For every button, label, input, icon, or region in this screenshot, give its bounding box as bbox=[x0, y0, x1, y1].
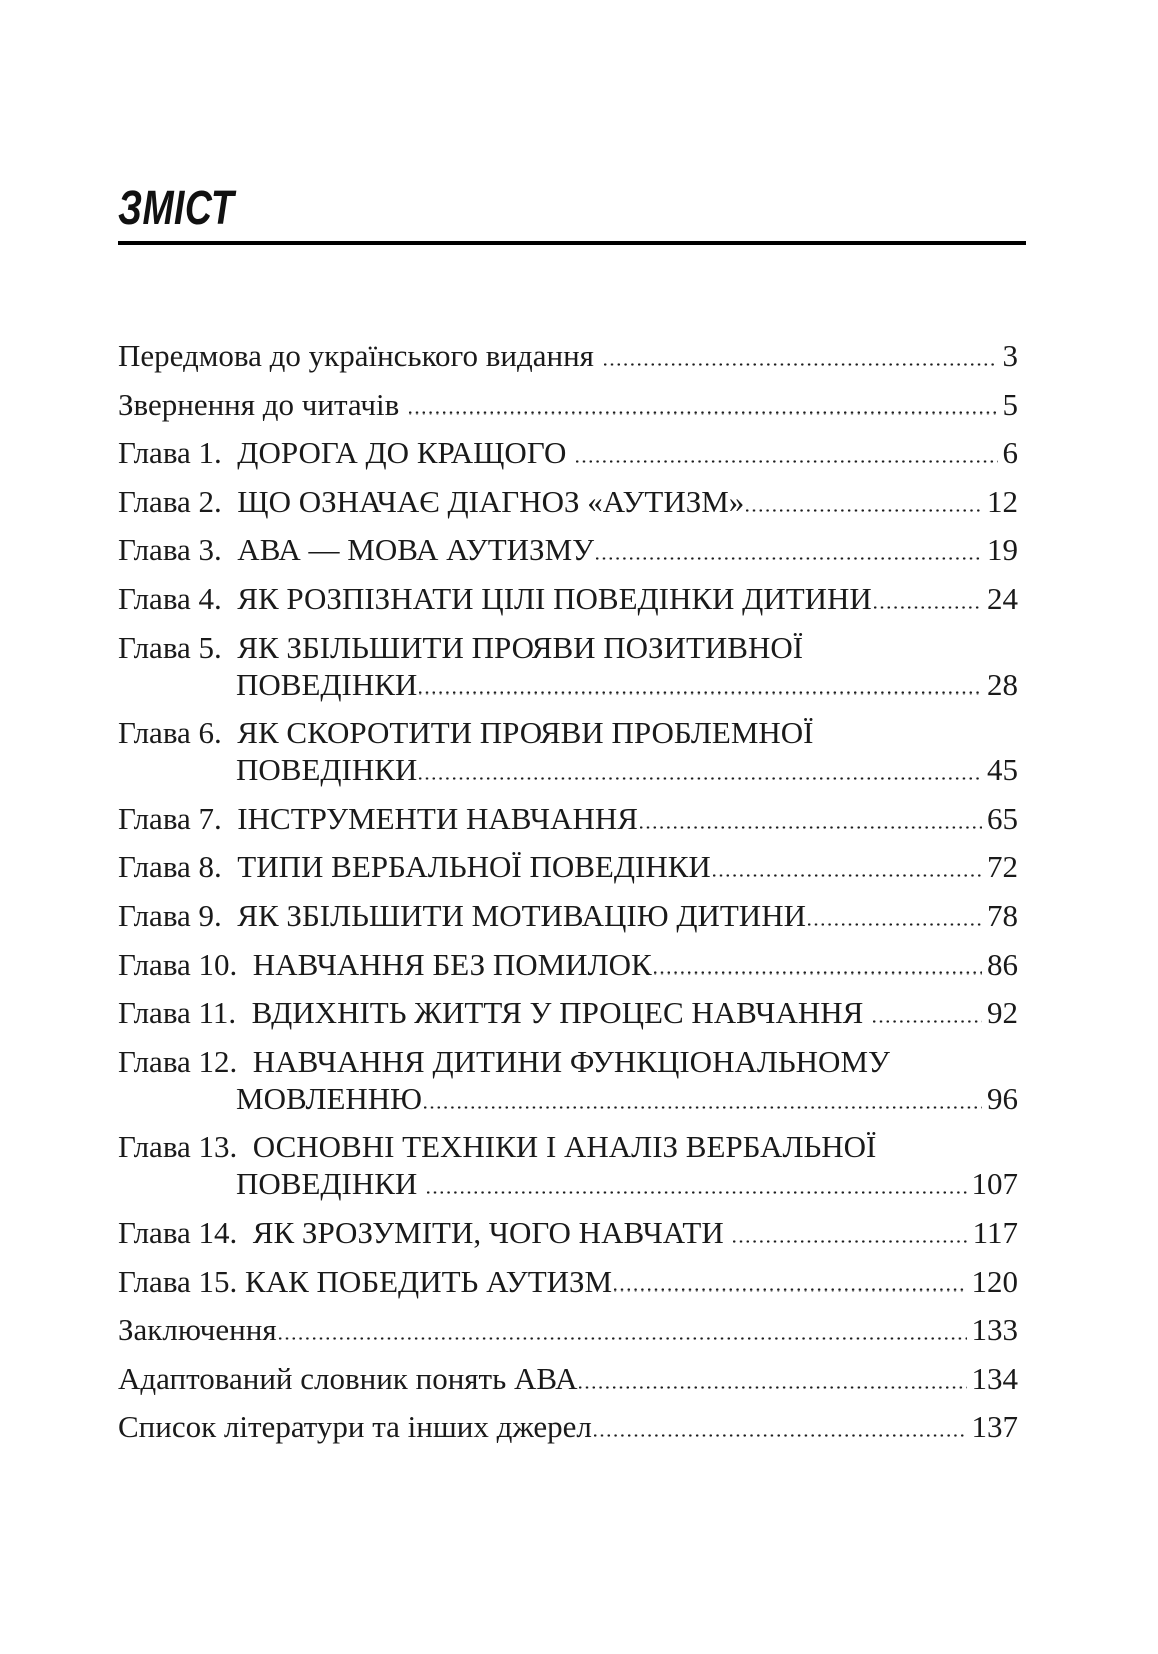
page-number: 5 bbox=[1002, 386, 1018, 422]
dot-leader bbox=[579, 1386, 966, 1389]
toc-row-continuation bbox=[118, 1080, 1018, 1117]
page-number: 24 bbox=[987, 580, 1018, 616]
toc-row bbox=[118, 1214, 1018, 1251]
toc-entry-text: Список літератури та інших джерел bbox=[118, 1409, 592, 1445]
toc-row bbox=[118, 897, 1018, 934]
toc-row-continuation bbox=[118, 1165, 1018, 1202]
toc-entry bbox=[118, 386, 1158, 423]
toc-entry bbox=[118, 1408, 1158, 1445]
toc-row bbox=[118, 629, 1018, 666]
toc-entry-text: Глава 13. ОСНОВНІ ТЕХНІКИ І АНАЛІЗ ВЕРБАЛЬНОЇ bbox=[118, 1129, 877, 1165]
toc-entry bbox=[118, 994, 1158, 1031]
page-number: 120 bbox=[971, 1263, 1018, 1299]
page-number: 137 bbox=[971, 1409, 1018, 1445]
toc-entry-text: Глава 11. ВДИХНІТЬ ЖИТТЯ У ПРОЦЕС НАВЧАННЯ bbox=[118, 995, 872, 1031]
page-number: 72 bbox=[987, 849, 1018, 885]
toc-entry-text: ПОВЕДІНКИ bbox=[236, 1166, 426, 1202]
dot-leader bbox=[419, 691, 982, 694]
toc-entry-text: Глава 12. НАВЧАННЯ ДИТИНИ ФУНКЦІОНАЛЬНОМУ bbox=[118, 1043, 890, 1079]
toc-entry-text: ПОВЕДІНКИ bbox=[236, 752, 418, 788]
page-number: 3 bbox=[1002, 338, 1018, 373]
dot-leader bbox=[640, 826, 982, 829]
toc-row bbox=[118, 386, 1018, 423]
dot-leader bbox=[419, 777, 982, 780]
toc-entry bbox=[118, 1263, 1158, 1300]
toc-row bbox=[118, 483, 1018, 520]
toc-entry bbox=[118, 848, 1158, 885]
page-content bbox=[0, 183, 1158, 1445]
page-number: 86 bbox=[987, 946, 1018, 982]
toc-entry-text: ПОВЕДІНКИ bbox=[236, 666, 418, 702]
toc-row bbox=[118, 1311, 1018, 1348]
toc-row-continuation bbox=[118, 666, 1018, 703]
toc-entry bbox=[118, 531, 1158, 568]
toc-row bbox=[118, 1360, 1018, 1397]
page-number: 6 bbox=[1002, 435, 1018, 471]
dot-leader bbox=[409, 411, 997, 414]
page-number: 134 bbox=[971, 1360, 1018, 1396]
dot-leader bbox=[596, 557, 982, 560]
page-number: 45 bbox=[987, 752, 1018, 788]
toc-entry-text: Глава 8. ТИПИ ВЕРБАЛЬНОЇ ПОВЕДІНКИ bbox=[118, 849, 711, 885]
toc-row-continuation bbox=[118, 751, 1018, 788]
toc-entry-text: Адаптований словник понять АВА bbox=[118, 1360, 578, 1396]
toc-row bbox=[118, 434, 1018, 471]
page-title: ЗМІСТ bbox=[118, 182, 235, 235]
toc-entry-text: Глава 1. ДОРОГА ДО КРАЩОГО bbox=[118, 435, 575, 471]
toc-entry-text: Глава 14. ЯК ЗРОЗУМІТИ, ЧОГО НАВЧАТИ bbox=[118, 1214, 732, 1250]
toc-entry-text: Глава 2. ЩО ОЗНАЧАЄ ДІАГНОЗ «АУТИЗМ» bbox=[118, 483, 745, 519]
toc-entry bbox=[118, 714, 1158, 788]
toc-row bbox=[118, 848, 1018, 885]
dot-leader bbox=[808, 923, 982, 926]
toc-entry-text: Звернення до читачів bbox=[118, 386, 408, 422]
toc-entry-text: Глава 6. ЯК СКОРОТИТИ ПРОЯВИ ПРОБЛЕМНОЇ bbox=[118, 715, 814, 751]
toc-row bbox=[118, 1128, 1018, 1165]
page-number: 78 bbox=[987, 897, 1018, 933]
toc-entry bbox=[118, 1360, 1158, 1397]
table-of-contents bbox=[118, 337, 1158, 1445]
dot-leader bbox=[604, 363, 998, 366]
dot-leader bbox=[594, 1434, 967, 1437]
toc-entry-text: Передмова до українського видання bbox=[118, 338, 602, 373]
toc-entry bbox=[118, 946, 1158, 983]
dot-leader bbox=[874, 606, 982, 609]
title-rule bbox=[118, 241, 1026, 245]
toc-row bbox=[118, 946, 1018, 983]
toc-entry bbox=[118, 580, 1158, 617]
dot-leader bbox=[427, 1191, 966, 1194]
page-number: 117 bbox=[972, 1214, 1018, 1250]
dot-leader bbox=[576, 460, 997, 463]
toc-entry bbox=[118, 483, 1158, 520]
toc-entry-text: Заключення bbox=[118, 1312, 277, 1348]
toc-entry bbox=[118, 897, 1158, 934]
toc-entry-text: Глава 4. ЯК РОЗПІЗНАТИ ЦІЛІ ПОВЕДІНКИ ДИТИНИ bbox=[118, 580, 872, 616]
dot-leader bbox=[733, 1240, 967, 1243]
toc-row bbox=[118, 580, 1018, 617]
toc-entry bbox=[118, 629, 1158, 703]
toc-entry bbox=[118, 337, 1158, 374]
toc-entry-text: Глава 3. АВА — МОВА АУТИЗМУ bbox=[118, 532, 595, 568]
toc-entry bbox=[118, 1128, 1158, 1202]
dot-leader bbox=[424, 1106, 982, 1109]
toc-row bbox=[118, 1043, 1018, 1080]
page-number: 92 bbox=[987, 995, 1018, 1031]
toc-entry bbox=[118, 800, 1158, 837]
toc-row bbox=[118, 714, 1018, 751]
toc-row bbox=[118, 337, 1018, 374]
page-number: 28 bbox=[987, 666, 1018, 702]
toc-row bbox=[118, 1263, 1018, 1300]
page-number: 133 bbox=[971, 1312, 1018, 1348]
page-number: 19 bbox=[987, 532, 1018, 568]
toc-entry bbox=[118, 1311, 1158, 1348]
dot-leader bbox=[279, 1337, 967, 1340]
toc-entry-text: Глава 9. ЯК ЗБІЛЬШИТИ МОТИВАЦІЮ ДИТИНИ bbox=[118, 897, 806, 933]
toc-row bbox=[118, 1408, 1018, 1445]
toc-row bbox=[118, 994, 1018, 1031]
toc-row bbox=[118, 531, 1018, 568]
toc-entry-text: Глава 7. ІНСТРУМЕНТИ НАВЧАННЯ bbox=[118, 800, 638, 836]
toc-row bbox=[118, 800, 1018, 837]
dot-leader bbox=[873, 1020, 982, 1023]
toc-entry bbox=[118, 1214, 1158, 1251]
dot-leader bbox=[654, 971, 982, 974]
page-number: 12 bbox=[987, 483, 1018, 519]
page-number: 107 bbox=[971, 1166, 1018, 1202]
dot-leader bbox=[713, 874, 982, 877]
toc-entry bbox=[118, 1043, 1158, 1117]
toc-entry-text: Глава 15. КАК ПОБЕДИТЬ АУТИЗМ bbox=[118, 1263, 613, 1299]
toc-entry bbox=[118, 434, 1158, 471]
page-number: 96 bbox=[987, 1080, 1018, 1116]
page-number: 65 bbox=[987, 800, 1018, 836]
dot-leader bbox=[746, 509, 982, 512]
dot-leader bbox=[614, 1288, 966, 1291]
toc-entry-text: МОВЛЕННЮ bbox=[236, 1080, 423, 1116]
toc-entry-text: Глава 10. НАВЧАННЯ БЕЗ ПОМИЛОК bbox=[118, 946, 652, 982]
toc-entry-text: Глава 5. ЯК ЗБІЛЬШИТИ ПРОЯВИ ПОЗИТИВНОЇ bbox=[118, 629, 804, 665]
